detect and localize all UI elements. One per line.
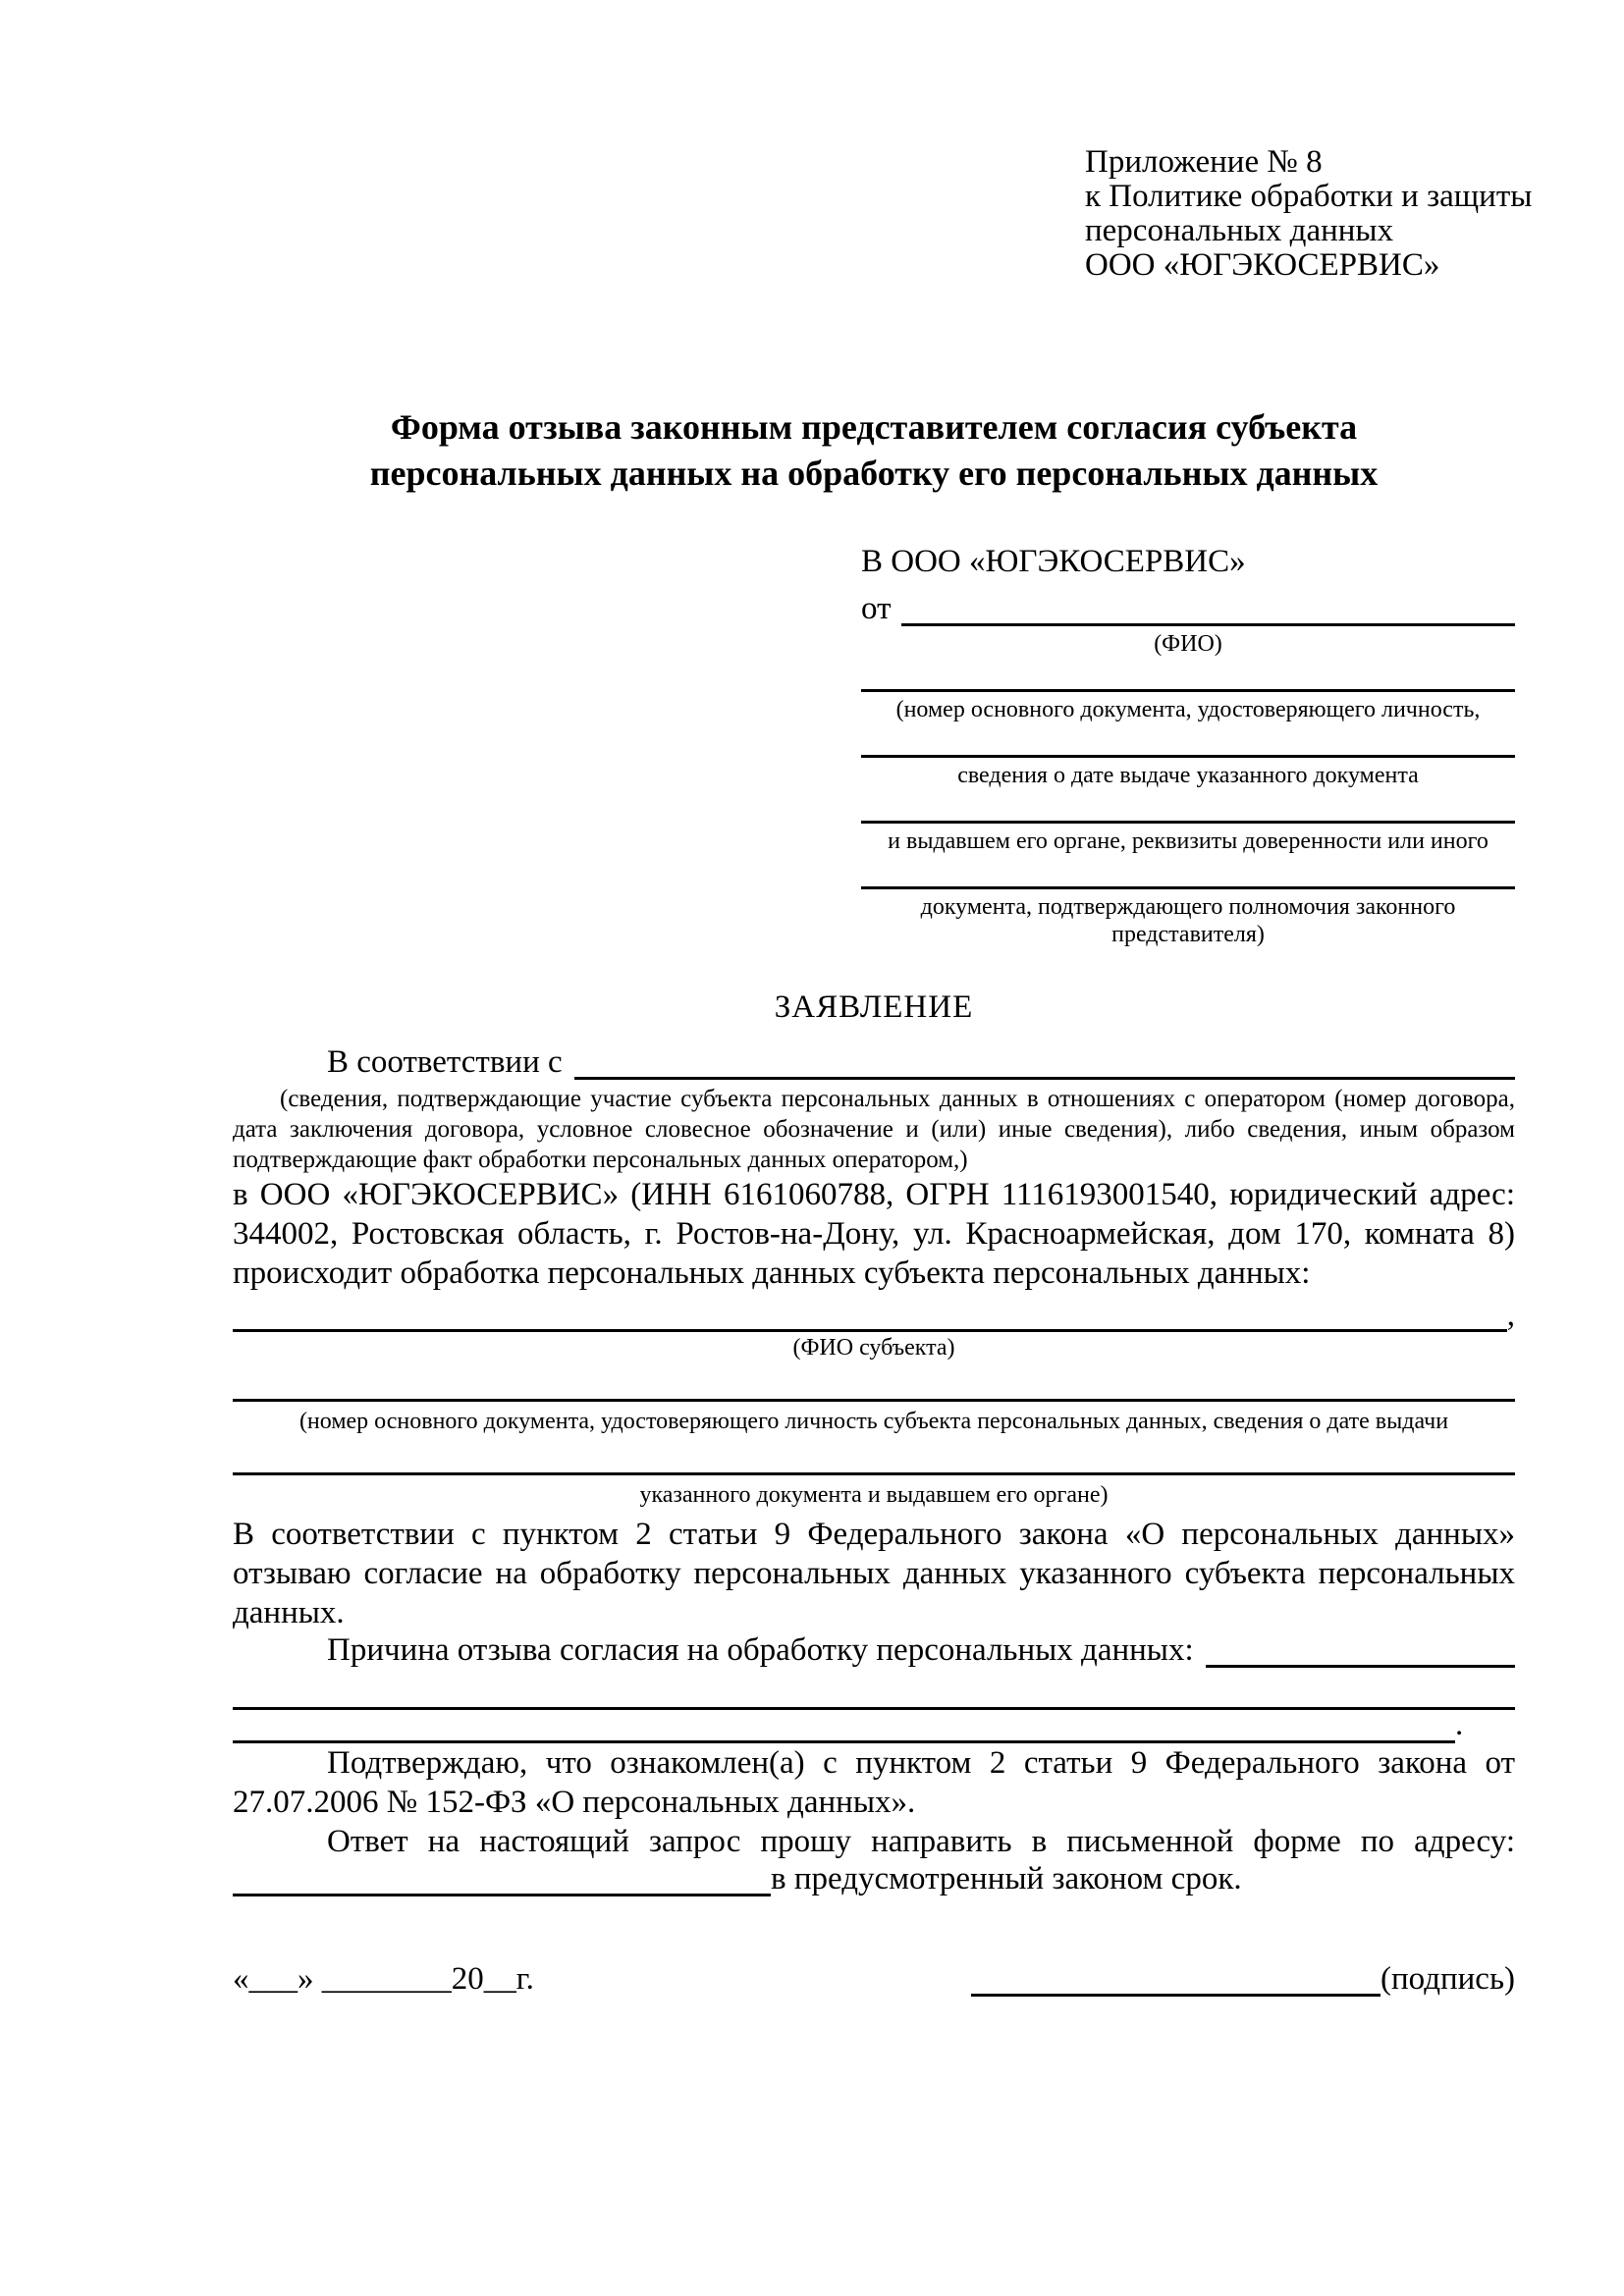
- appendix-header-line: персональных данных: [1085, 213, 1394, 248]
- reply-paragraph: Ответ на настоящий запрос прошу направить в письменной форме по адресу:: [327, 1824, 1515, 1859]
- appendix-header-line: Приложение № 8: [1085, 144, 1323, 180]
- subject-doc-field: [233, 1451, 1515, 1509]
- reply-address-line: [233, 1861, 771, 1896]
- addressee-block: [861, 542, 1515, 948]
- fill-line: [861, 867, 1515, 889]
- document-title-line: персональных данных на обработку его персональных данных: [369, 454, 1379, 493]
- representative-fio-line: [901, 591, 1516, 626]
- fill-line: [861, 735, 1515, 758]
- field-caption: сведения о дате выдаче указанного документа: [957, 763, 1419, 788]
- fill-line: [233, 1377, 1515, 1402]
- reason-blank-line: [233, 1672, 1515, 1710]
- subject-doc-field: [233, 1377, 1515, 1435]
- subject-fio-caption: (ФИО субъекта): [792, 1335, 955, 1361]
- reason-fill-line: [1206, 1632, 1515, 1668]
- reason-blank-row: [233, 1707, 1515, 1743]
- from-label: от: [861, 591, 892, 626]
- addressee-company: В ООО «ЮГЭКОСЕРВИС»: [861, 544, 1246, 579]
- signature-line: [971, 1961, 1380, 1997]
- representative-doc-field: [861, 801, 1515, 855]
- withdrawal-paragraph: В соответствии с пунктом 2 статьи 9 Федерального закона «О персональных данных» отзываю согласие на обработку персональных данных указанного субъекта персональных данных.: [233, 1517, 1515, 1630]
- field-caption: документа, подтверждающего полномочия законного представителя): [920, 894, 1456, 947]
- fill-line: [861, 669, 1515, 692]
- from-row: [861, 591, 1515, 630]
- operator-paragraph: в ООО «ЮГЭКОСЕРВИС» (ИНН 6161060788, ОГРН 1116193001540, юридический адрес: 344002, Ростовская область, г. Ростов-на-Дону, ул. Красноармейская, дом 170, комната 8) происходит обработка персональных данных субъекта персональных данных:: [233, 1177, 1515, 1291]
- appendix-header-line: ООО «ЮГЭКОСЕРВИС»: [1085, 247, 1440, 283]
- signature-caption: (подпись): [1380, 1961, 1515, 1997]
- confirm-paragraph: Подтверждаю, что ознакомлен(а) с пунктом 2 статьи 9 Федерального закона от 27.07.2006 № 152-ФЗ «О персональных данных».: [233, 1745, 1515, 1820]
- representative-doc-field: [861, 735, 1515, 789]
- date-field: «___» ________20__г.: [233, 1961, 534, 1997]
- appendix-header-block: [1085, 144, 1533, 283]
- reason-label: Причина отзыва согласия на обработку персональных данных:: [327, 1632, 1194, 1668]
- fill-line: [233, 1451, 1515, 1475]
- reply-address-row: [233, 1861, 1515, 1900]
- representative-doc-field: [861, 867, 1515, 948]
- trailing-period: .: [1455, 1707, 1464, 1742]
- reason-row: [233, 1632, 1515, 1672]
- fio-caption: (ФИО): [1154, 631, 1222, 657]
- field-caption: (номер основного документа, удостоверяющего личность,: [895, 697, 1481, 722]
- intro-fill-line: [574, 1044, 1515, 1080]
- subject-doc-caption: указанного документа и выдавшем его органе): [639, 1482, 1109, 1508]
- intro-caption: (сведения, подтверждающие участие субъекта персональных данных в отношениях с оператором (номер договора, дата заключения договора, условное словесное обозначение и (или) иные сведения), либо сведения, иным образом подтверждающие факт обработки персональных данных оператором,): [233, 1086, 1515, 1173]
- reply-tail: в предусмотренный законом срок.: [771, 1861, 1242, 1896]
- document-title-line: Форма отзыва законным представителем согласия субъекта: [390, 407, 1358, 447]
- signature-group: [971, 1961, 1515, 2002]
- subject-fio-row: [233, 1297, 1515, 1334]
- trailing-comma: ,: [1506, 1298, 1515, 1333]
- field-caption: и выдавшем его органе, реквизиты доверенности или иного: [888, 828, 1489, 854]
- intro-label: В соответствии с: [327, 1044, 563, 1080]
- representative-doc-field: [861, 669, 1515, 723]
- fill-line: [861, 801, 1515, 824]
- statement-heading: ЗАЯВЛЕНИЕ: [774, 989, 974, 1025]
- subject-fio-line: [233, 1297, 1507, 1332]
- appendix-header-line: к Политике обработки и защиты: [1085, 179, 1533, 214]
- document-title: [233, 404, 1515, 497]
- footer-row: [233, 1961, 1515, 2002]
- reason-blank-line-2: [233, 1710, 1455, 1743]
- intro-row: [233, 1044, 1515, 1084]
- subject-doc-caption: (номер основного документа, удостоверяющего личность субъекта персональных данных, сведения о дате выдачи: [298, 1409, 1449, 1434]
